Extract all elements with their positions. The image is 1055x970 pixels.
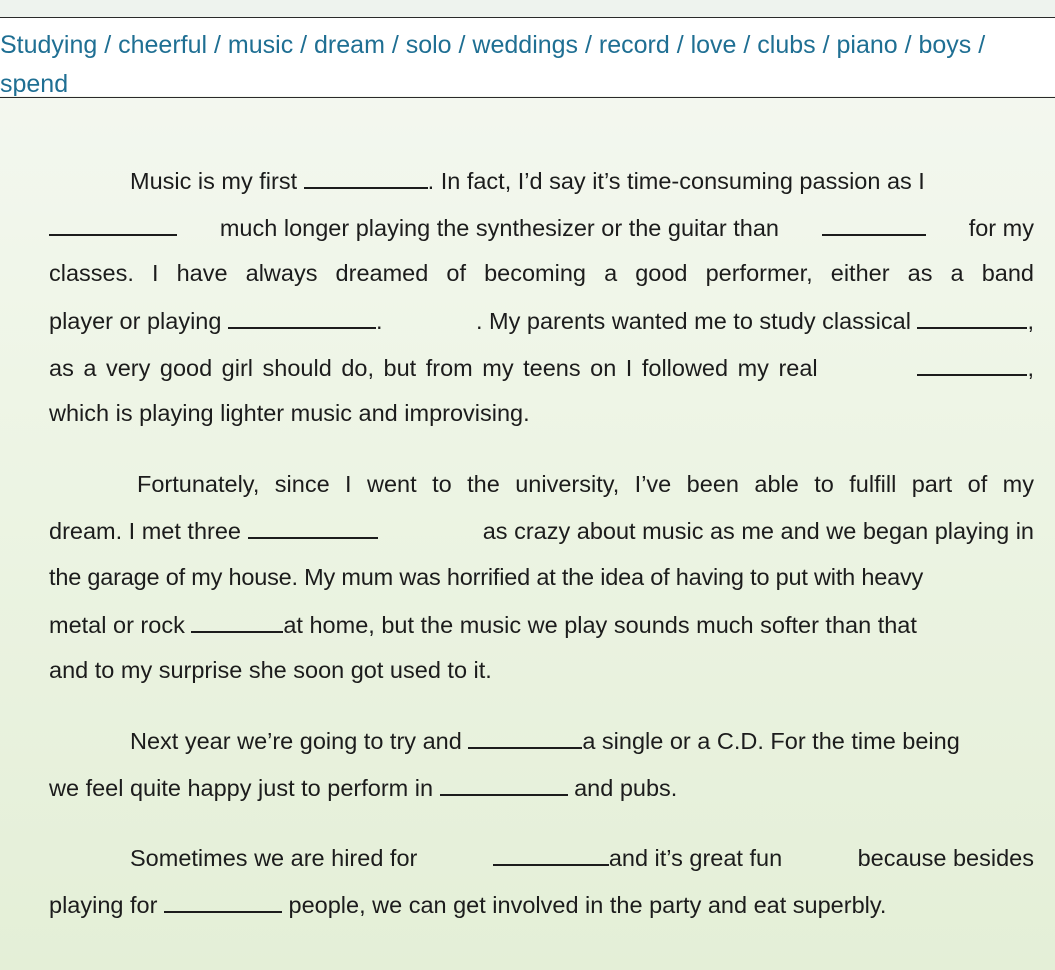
text: player or playing xyxy=(49,308,222,334)
blank-12[interactable] xyxy=(164,889,282,913)
text: . My parents wanted me to study classical xyxy=(476,308,911,334)
text: Music is my first xyxy=(130,168,298,194)
text: we feel quite happy just to perform in xyxy=(49,775,434,801)
blank-1[interactable] xyxy=(304,165,428,189)
top-strip xyxy=(0,0,1055,17)
p2-line-1: Fortunately, since I went to the university, I’ve been able to fulfill part of my xyxy=(137,471,1034,497)
bottom-rule xyxy=(0,97,1055,98)
text: because besides xyxy=(857,845,1034,871)
text: and pubs. xyxy=(574,775,678,801)
blank-4[interactable] xyxy=(228,305,376,329)
p1-line-2 xyxy=(49,212,1034,242)
text: metal or rock xyxy=(49,612,185,638)
blank-9[interactable] xyxy=(468,725,582,749)
blank-10[interactable] xyxy=(440,772,568,796)
blank-6[interactable] xyxy=(917,352,1027,376)
text: people, we can get involved in the party and eat superbly. xyxy=(288,892,887,918)
blank-2[interactable] xyxy=(49,212,177,236)
p1-line-6: which is playing lighter music and improvising. xyxy=(49,400,530,426)
text: at home, but the music we play sounds much softer than that xyxy=(283,612,917,638)
blank-11[interactable] xyxy=(493,842,609,866)
text: playing for xyxy=(49,892,158,918)
word-bank-line-1: Studying / cheerful / music / dream / solo / weddings / record / love / clubs / piano / boys / xyxy=(0,31,986,59)
p2-line-5: and to my surprise she soon got used to it. xyxy=(49,657,492,683)
text: and it’s great fun xyxy=(608,845,783,871)
p1-line-5 xyxy=(49,352,1034,382)
text: dream. I met three xyxy=(49,518,241,544)
text: , xyxy=(1027,308,1034,334)
p3-line-2 xyxy=(49,772,1034,802)
p2-line-3: the garage of my house. My mum was horrified at the idea of having to put with heavy xyxy=(49,564,924,590)
text: Next year we’re going to try and xyxy=(130,728,462,754)
text: . In fact, I’d say it’s time-consuming passion as I xyxy=(427,168,925,194)
text: Sometimes we are hired for xyxy=(130,845,418,871)
word-bank-line-2: spend xyxy=(0,70,69,96)
word-bank-box xyxy=(0,18,1055,96)
text: for my xyxy=(968,215,1034,241)
blank-5[interactable] xyxy=(917,305,1027,329)
p1-line-3: classes. I have always dreamed of becoming a good performer, either as a band xyxy=(49,260,1034,286)
text: a single or a C.D. For the time being xyxy=(582,728,960,754)
text: , xyxy=(1027,355,1034,381)
p1-line-4: player or playing . . My parents wanted me to study classical , xyxy=(49,305,1034,335)
p4-line-1 xyxy=(130,842,1034,872)
p3-line-1 xyxy=(130,725,1034,755)
text: as a very good girl should do, but from my teens on I followed my real xyxy=(49,355,818,381)
p1-line-1 xyxy=(130,165,1034,195)
p2-line-4 xyxy=(49,609,1034,639)
blank-3[interactable] xyxy=(822,212,926,236)
p4-line-2 xyxy=(49,889,1034,919)
p2-line-2 xyxy=(49,515,1034,545)
blank-7[interactable] xyxy=(248,515,378,539)
blank-8[interactable] xyxy=(191,609,283,633)
text: as crazy about music as me and we began playing in xyxy=(482,518,1034,544)
text: much longer playing the synthesizer or the guitar than xyxy=(219,215,779,241)
